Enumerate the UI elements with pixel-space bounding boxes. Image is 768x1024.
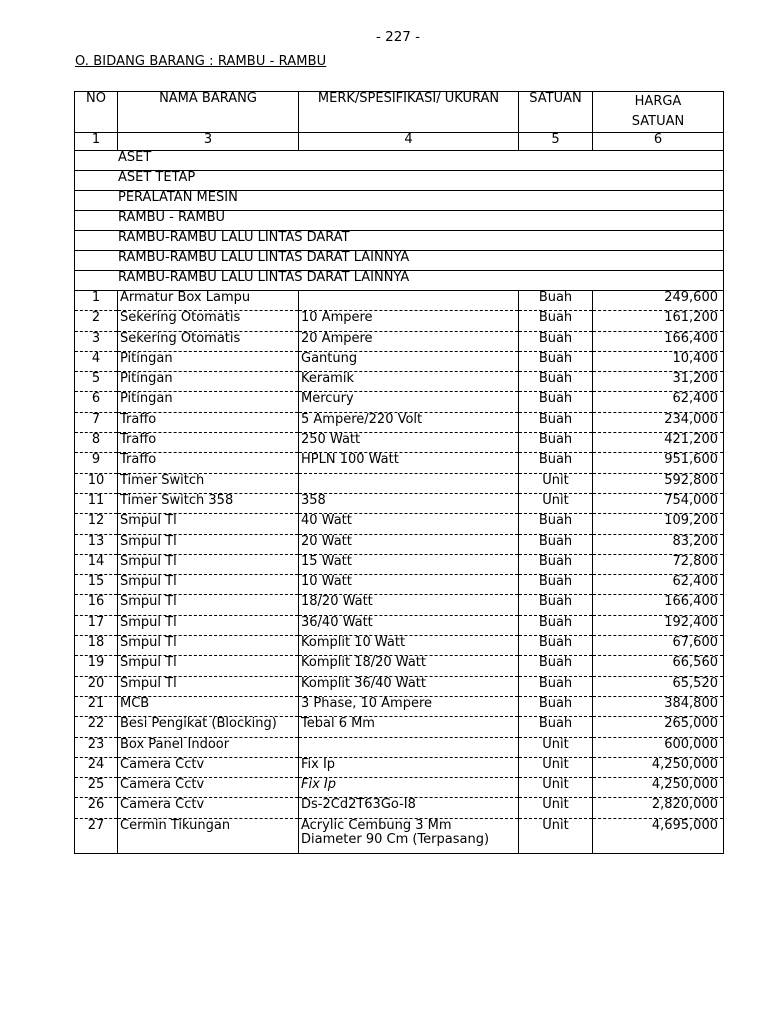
- table-row: [75, 473, 724, 493]
- header-harga-line2: SATUAN: [631, 114, 685, 129]
- item-name: Box Panel Indoor: [118, 737, 299, 757]
- item-spec: [299, 473, 519, 493]
- item-name: MCB: [118, 696, 299, 716]
- table-row: [75, 412, 724, 432]
- table-row: [75, 392, 724, 412]
- item-price: 951,600: [593, 453, 724, 473]
- item-name: Camera Cctv: [118, 798, 299, 818]
- item-name: Timer Switch 358: [118, 493, 299, 513]
- item-no: 14: [75, 554, 118, 574]
- item-no: 10: [75, 473, 118, 493]
- table-row: [75, 676, 724, 696]
- item-unit: Buah: [519, 554, 593, 574]
- item-unit: Unit: [519, 818, 593, 853]
- item-unit: Unit: [519, 798, 593, 818]
- item-name: Smpul Tl: [118, 595, 299, 615]
- item-name: Timer Switch: [118, 473, 299, 493]
- item-price: 62,400: [593, 392, 724, 412]
- column-number-row: [75, 133, 724, 151]
- item-no: 8: [75, 433, 118, 453]
- item-name: Traffo: [118, 412, 299, 432]
- item-no: 26: [75, 798, 118, 818]
- price-table-body: [75, 92, 724, 854]
- table-row: [75, 554, 724, 574]
- item-spec: 40 Watt: [299, 514, 519, 534]
- item-price: 754,000: [593, 493, 724, 513]
- item-price: 65,520: [593, 676, 724, 696]
- item-spec: [299, 291, 519, 311]
- item-spec: Fix Ip: [299, 778, 519, 798]
- item-spec: Fix Ip: [299, 757, 519, 777]
- header-satuan: SATUAN: [519, 92, 593, 133]
- column-number: 6: [593, 133, 724, 151]
- item-spec: 5 Ampere/220 Volt: [299, 412, 519, 432]
- item-unit: Buah: [519, 636, 593, 656]
- column-number: 5: [519, 133, 593, 151]
- item-unit: Buah: [519, 351, 593, 371]
- item-unit: Buah: [519, 534, 593, 554]
- item-price: 4,250,000: [593, 757, 724, 777]
- item-no: 2: [75, 311, 118, 331]
- header-merk: MERK/SPESIFIKASI/ UKURAN: [299, 92, 519, 133]
- item-name: Traffo: [118, 433, 299, 453]
- table-row: [75, 493, 724, 513]
- item-price: 31,200: [593, 372, 724, 392]
- item-price: 421,200: [593, 433, 724, 453]
- item-spec: Komplit 36/40 Watt: [299, 676, 519, 696]
- table-row: [75, 798, 724, 818]
- table-row: [75, 351, 724, 371]
- item-name: Smpul Tl: [118, 554, 299, 574]
- item-no: 17: [75, 615, 118, 635]
- item-price: 109,200: [593, 514, 724, 534]
- item-name: Smpul Tl: [118, 575, 299, 595]
- item-no: 13: [75, 534, 118, 554]
- column-number: 3: [118, 133, 299, 151]
- item-no: 15: [75, 575, 118, 595]
- price-table: [74, 91, 724, 854]
- section-title: O. BIDANG BARANG : RAMBU - RAMBU: [75, 54, 327, 69]
- item-unit: Buah: [519, 433, 593, 453]
- item-name: Smpul Tl: [118, 676, 299, 696]
- item-unit: Buah: [519, 696, 593, 716]
- item-spec: 3 Phase, 10 Ampere: [299, 696, 519, 716]
- item-unit: Buah: [519, 412, 593, 432]
- item-name: Cermin Tikungan: [118, 818, 299, 853]
- item-spec: 20 Ampere: [299, 331, 519, 351]
- item-spec: [299, 737, 519, 757]
- item-no: 27: [75, 818, 118, 853]
- item-spec: 10 Watt: [299, 575, 519, 595]
- category-label: RAMBU-RAMBU LALU LINTAS DARAT LAINNYA: [75, 271, 724, 291]
- item-price: 67,600: [593, 636, 724, 656]
- header-harga-line1: HARGA: [634, 94, 682, 109]
- item-spec: 18/20 Watt: [299, 595, 519, 615]
- item-spec: 20 Watt: [299, 534, 519, 554]
- item-no: 3: [75, 331, 118, 351]
- item-name: Smpul Tl: [118, 636, 299, 656]
- item-spec: HPLN 100 Watt: [299, 453, 519, 473]
- category-row: [75, 211, 724, 231]
- item-no: 11: [75, 493, 118, 513]
- item-name: Camera Cctv: [118, 778, 299, 798]
- category-label: RAMBU-RAMBU LALU LINTAS DARAT LAINNYA: [75, 251, 724, 271]
- item-no: 5: [75, 372, 118, 392]
- category-row: [75, 191, 724, 211]
- item-no: 20: [75, 676, 118, 696]
- table-row: [75, 696, 724, 716]
- table-row: [75, 717, 724, 737]
- item-unit: Buah: [519, 717, 593, 737]
- item-no: 16: [75, 595, 118, 615]
- table-row: [75, 372, 724, 392]
- category-row: [75, 271, 724, 291]
- category-label: PERALATAN MESIN: [75, 191, 724, 211]
- item-name: Pitingan: [118, 372, 299, 392]
- item-no: 22: [75, 717, 118, 737]
- item-no: 25: [75, 778, 118, 798]
- item-price: 72,800: [593, 554, 724, 574]
- item-no: 19: [75, 656, 118, 676]
- item-name: Sekering Otomatis: [118, 311, 299, 331]
- item-name: Armatur Box Lampu: [118, 291, 299, 311]
- item-no: 9: [75, 453, 118, 473]
- item-price: 2,820,000: [593, 798, 724, 818]
- category-label: RAMBU-RAMBU LALU LINTAS DARAT: [75, 231, 724, 251]
- item-name: Besi Pengikat (Blocking): [118, 717, 299, 737]
- item-name: Smpul Tl: [118, 514, 299, 534]
- table-row: [75, 433, 724, 453]
- table-row: [75, 757, 724, 777]
- header-no: NO: [75, 92, 118, 133]
- category-label: RAMBU - RAMBU: [75, 211, 724, 231]
- item-no: 21: [75, 696, 118, 716]
- table-row: [75, 818, 724, 853]
- item-no: 6: [75, 392, 118, 412]
- item-unit: Buah: [519, 615, 593, 635]
- item-price: 161,200: [593, 311, 724, 331]
- table-row: [75, 737, 724, 757]
- item-unit: Buah: [519, 656, 593, 676]
- category-row: [75, 171, 724, 191]
- item-no: 7: [75, 412, 118, 432]
- table-row: [75, 514, 724, 534]
- category-label: ASET TETAP: [75, 171, 724, 191]
- item-no: 23: [75, 737, 118, 757]
- item-price: 166,400: [593, 595, 724, 615]
- table-row: [75, 636, 724, 656]
- item-unit: Buah: [519, 514, 593, 534]
- item-unit: Buah: [519, 311, 593, 331]
- item-no: 24: [75, 757, 118, 777]
- item-price: 265,000: [593, 717, 724, 737]
- item-unit: Buah: [519, 575, 593, 595]
- table-row: [75, 575, 724, 595]
- item-unit: Unit: [519, 737, 593, 757]
- item-price: 249,600: [593, 291, 724, 311]
- column-number: 1: [75, 133, 118, 151]
- item-spec: Acrylic Cembung 3 Mm Diameter 90 Cm (Terpasang): [299, 818, 519, 853]
- item-spec: Komplit 18/20 Watt: [299, 656, 519, 676]
- table-row: [75, 615, 724, 635]
- item-no: 1: [75, 291, 118, 311]
- item-unit: Buah: [519, 453, 593, 473]
- item-unit: Buah: [519, 676, 593, 696]
- item-name: Traffo: [118, 453, 299, 473]
- item-spec: Mercury: [299, 392, 519, 412]
- table-row: [75, 291, 724, 311]
- category-label: ASET: [75, 151, 724, 171]
- item-unit: Buah: [519, 291, 593, 311]
- item-no: 18: [75, 636, 118, 656]
- item-unit: Buah: [519, 372, 593, 392]
- item-price: 4,250,000: [593, 778, 724, 798]
- item-name: Camera Cctv: [118, 757, 299, 777]
- item-name: Smpul Tl: [118, 534, 299, 554]
- item-no: 12: [75, 514, 118, 534]
- item-name: Smpul Tl: [118, 656, 299, 676]
- item-name: Sekering Otomatis: [118, 331, 299, 351]
- table-row: [75, 331, 724, 351]
- item-spec: Tebal 6 Mm: [299, 717, 519, 737]
- item-spec: 358: [299, 493, 519, 513]
- item-unit: Unit: [519, 757, 593, 777]
- table-row: [75, 595, 724, 615]
- table-row: [75, 656, 724, 676]
- item-spec: 250 Watt: [299, 433, 519, 453]
- header-row: [75, 92, 724, 133]
- column-number: 4: [299, 133, 519, 151]
- header-nama: NAMA BARANG: [118, 92, 299, 133]
- item-price: 384,800: [593, 696, 724, 716]
- item-spec: 10 Ampere: [299, 311, 519, 331]
- item-unit: Buah: [519, 595, 593, 615]
- item-spec: Gantung: [299, 351, 519, 371]
- table-row: [75, 453, 724, 473]
- item-price: 592,800: [593, 473, 724, 493]
- item-price: 66,560: [593, 656, 724, 676]
- table-row: [75, 311, 724, 331]
- item-price: 192,400: [593, 615, 724, 635]
- item-spec: 36/40 Watt: [299, 615, 519, 635]
- page-number: - 227 -: [375, 29, 421, 45]
- item-price: 83,200: [593, 534, 724, 554]
- item-price: 62,400: [593, 575, 724, 595]
- item-unit: Unit: [519, 778, 593, 798]
- item-spec: Komplit 10 Watt: [299, 636, 519, 656]
- item-no: 4: [75, 351, 118, 371]
- item-price: 234,000: [593, 412, 724, 432]
- item-unit: Buah: [519, 392, 593, 412]
- table-row: [75, 778, 724, 798]
- category-row: [75, 151, 724, 171]
- item-spec: Keramik: [299, 372, 519, 392]
- item-unit: Unit: [519, 473, 593, 493]
- header-harga: [593, 92, 724, 133]
- item-price: 10,400: [593, 351, 724, 371]
- item-unit: Unit: [519, 493, 593, 513]
- category-row: [75, 231, 724, 251]
- item-price: 600,000: [593, 737, 724, 757]
- item-price: 166,400: [593, 331, 724, 351]
- table-row: [75, 534, 724, 554]
- item-name: Pitingan: [118, 351, 299, 371]
- category-row: [75, 251, 724, 271]
- item-spec: Ds-2Cd2T63Go-I8: [299, 798, 519, 818]
- item-spec: 15 Watt: [299, 554, 519, 574]
- item-name: Pitingan: [118, 392, 299, 412]
- item-unit: Buah: [519, 331, 593, 351]
- item-price: 4,695,000: [593, 818, 724, 853]
- item-name: Smpul Tl: [118, 615, 299, 635]
